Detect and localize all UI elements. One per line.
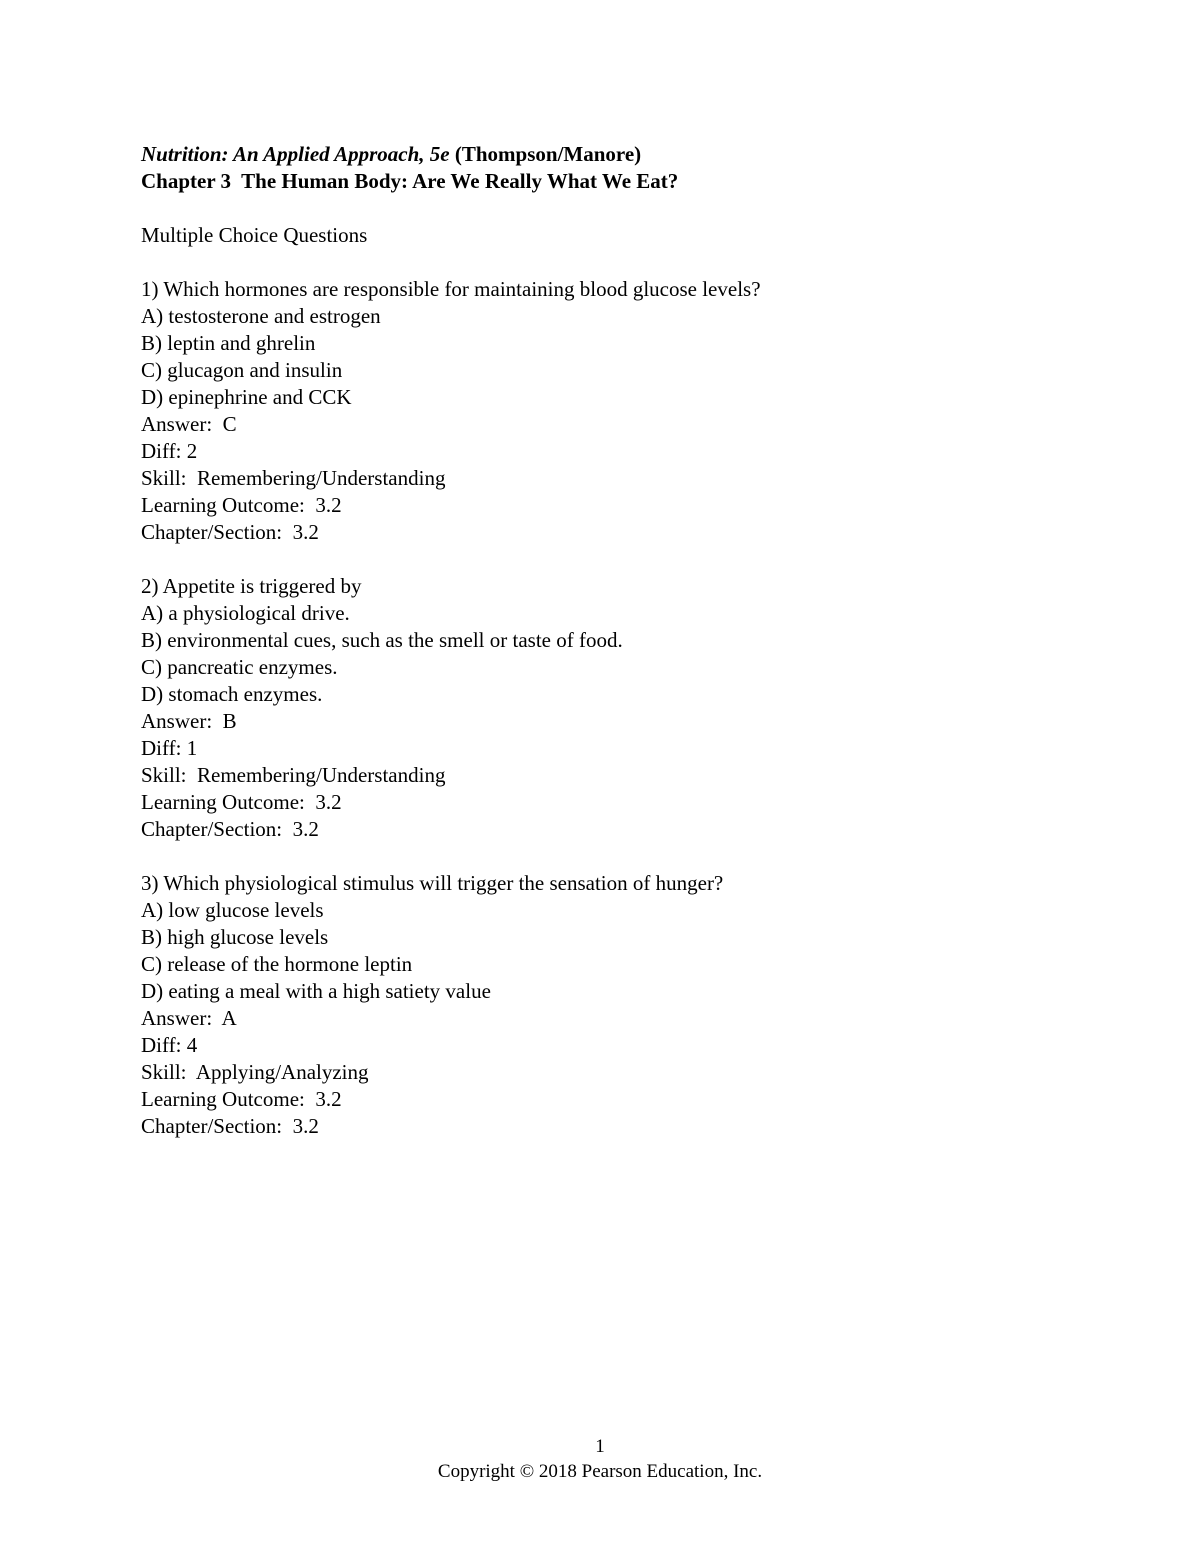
answer-option: C) glucagon and insulin <box>141 358 343 382</box>
question-stem: 3) Which physiological stimulus will trigger the sensation of hunger? <box>141 871 724 895</box>
answer-option: C) pancreatic enzymes. <box>141 655 338 679</box>
question-skill: Skill: Applying/Analyzing <box>141 1060 369 1084</box>
question-skill: Skill: Remembering/Understanding <box>141 466 446 490</box>
answer-option: A) a physiological drive. <box>141 601 350 625</box>
answer-option: D) epinephrine and CCK <box>141 385 352 409</box>
question-answer: Answer: B <box>141 709 237 733</box>
question-learning-outcome: Learning Outcome: 3.2 <box>141 493 342 517</box>
question-chapter-section: Chapter/Section: 3.2 <box>141 1114 319 1138</box>
question-difficulty: Diff: 1 <box>141 736 198 760</box>
answer-option: B) environmental cues, such as the smell or taste of food. <box>141 628 623 652</box>
document-body <box>141 141 1061 1140</box>
chapter-title: Chapter 3 The Human Body: Are We Really What We Eat? <box>141 169 679 193</box>
spacer <box>141 546 1061 573</box>
question-answer: Answer: C <box>141 412 237 436</box>
book-title: Nutrition: An Applied Approach, 5e <box>141 142 450 166</box>
question-1 <box>141 276 1061 546</box>
answer-option: B) leptin and ghrelin <box>141 331 316 355</box>
question-difficulty: Diff: 4 <box>141 1033 198 1057</box>
answer-option: C) release of the hormone leptin <box>141 952 413 976</box>
question-3 <box>141 870 1061 1140</box>
answer-option: A) testosterone and estrogen <box>141 304 381 328</box>
copyright-notice: Copyright © 2018 Pearson Education, Inc. <box>437 1461 763 1482</box>
question-chapter-section: Chapter/Section: 3.2 <box>141 817 319 841</box>
answer-option: D) stomach enzymes. <box>141 682 323 706</box>
question-stem: 2) Appetite is triggered by <box>141 574 362 598</box>
question-2 <box>141 573 1061 843</box>
page-number: 1 <box>595 1436 605 1457</box>
question-difficulty: Diff: 2 <box>141 439 198 463</box>
question-stem: 1) Which hormones are responsible for maintaining blood glucose levels? <box>141 277 761 301</box>
book-title-line <box>141 141 1061 168</box>
question-chapter-section: Chapter/Section: 3.2 <box>141 520 319 544</box>
spacer <box>141 249 1061 276</box>
question-skill: Skill: Remembering/Understanding <box>141 763 446 787</box>
question-learning-outcome: Learning Outcome: 3.2 <box>141 790 342 814</box>
spacer <box>141 195 1061 222</box>
section-heading: Multiple Choice Questions <box>141 223 368 247</box>
answer-option: D) eating a meal with a high satiety value <box>141 979 491 1003</box>
answer-option: B) high glucose levels <box>141 925 329 949</box>
question-answer: Answer: A <box>141 1006 237 1030</box>
book-authors: (Thompson/Manore) <box>449 142 642 166</box>
question-learning-outcome: Learning Outcome: 3.2 <box>141 1087 342 1111</box>
spacer <box>141 843 1061 870</box>
answer-option: A) low glucose levels <box>141 898 324 922</box>
